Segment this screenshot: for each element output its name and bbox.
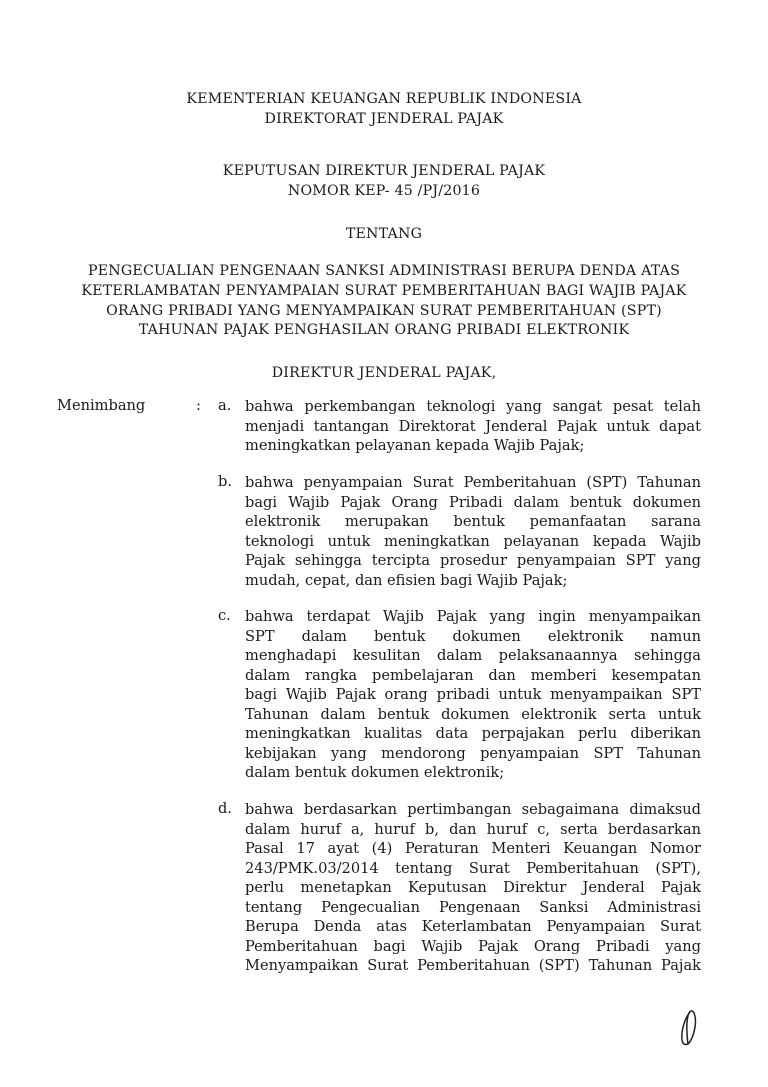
item-c-line: bagi Wajib Pajak orang pribadi untuk menyampaikan SPT <box>245 686 701 704</box>
about-heading: TENTANG <box>345 226 423 242</box>
item-d-line: tentang Pengecualian Pengenaan Sanksi Administrasi <box>245 898 701 916</box>
item-c-line: meningkatkan kualitas data perpajakan perlu diberikan <box>245 725 701 743</box>
item-letter-a: a. <box>218 397 232 414</box>
item-a-line: meningkatkan pelayanan kepada Wajib Pajak; <box>245 437 585 455</box>
subject-line-4: TAHUNAN PAJAK PENGHASILAN ORANG PRIBADI ELEKTRONIK <box>138 322 630 338</box>
item-d-line: 243/PMK.03/2014 tentang Surat Pemberitahuan (SPT), <box>245 859 701 877</box>
ministry-heading: KEMENTERIAN KEUANGAN REPUBLIK INDONESIA <box>186 91 582 107</box>
item-c <box>245 607 701 783</box>
paraf-signature <box>676 1008 702 1048</box>
item-d-line: Menyampaikan Surat Pemberitahuan (SPT) Tahunan Pajak <box>245 957 701 975</box>
item-d-line: Pemberitahuan bagi Wajib Pajak Orang Pribadi yang <box>245 937 701 955</box>
item-c-line: SPT dalam bentuk dokumen elektronik namun <box>245 627 701 645</box>
item-b-line: elektronik merupakan bentuk pemanfaatan sarana <box>245 513 701 531</box>
considering-colon: : <box>196 397 201 414</box>
item-letter-d: d. <box>218 800 232 817</box>
subject-line-2: KETERLAMBATAN PENYAMPAIAN SURAT PEMBERITAHUAN BAGI WAJIB PAJAK <box>81 283 687 299</box>
item-c-line: Tahunan dalam bentuk dokumen elektronik serta untuk <box>245 705 701 723</box>
item-b-line: Pajak sehingga tercipta prosedur penyampaian SPT yang <box>245 552 701 570</box>
item-d-line: dalam huruf a, huruf b, dan huruf c, serta berdasarkan <box>245 820 701 838</box>
item-b <box>245 473 701 590</box>
item-a-line: bahwa perkembangan teknologi yang sangat pesat telah <box>245 398 701 415</box>
item-d-line: bahwa berdasarkan pertimbangan sebagaimana dimaksud <box>245 801 701 818</box>
item-b-line: bahwa penyampaian Surat Pemberitahuan (SPT) Tahunan <box>245 474 701 491</box>
directorate-heading: DIREKTORAT JENDERAL PAJAK <box>264 111 504 127</box>
item-c-line: bahwa terdapat Wajib Pajak yang ingin menyampaikan <box>245 608 701 625</box>
item-b-line: mudah, cepat, dan efisien bagi Wajib Pajak; <box>245 571 568 589</box>
item-b-line: teknologi untuk meningkatkan pelayanan kepada Wajib <box>245 532 701 550</box>
decree-title: KEPUTUSAN DIREKTUR JENDERAL PAJAK <box>222 163 546 179</box>
item-d-line: Berupa Denda atas Keterlambatan Penyampaian Surat <box>245 918 701 936</box>
item-c-line: dalam rangka pembelajaran dan memberi kesempatan <box>245 666 701 684</box>
item-c-line: kebijakan yang mendorong penyampaian SPT Tahunan <box>245 744 701 762</box>
item-a-line: menjadi tantangan Direktorat Jenderal Pajak untuk dapat <box>245 417 701 435</box>
item-letter-b: b. <box>218 473 232 490</box>
subject-line-3: ORANG PRIBADI YANG MENYAMPAIKAN SURAT PEMBERITAHUAN (SPT) <box>106 303 662 319</box>
considering-label: Menimbang <box>57 397 146 414</box>
decree-number: NOMOR KEP- 45 /PJ/2016 <box>287 183 481 199</box>
item-a <box>245 397 701 456</box>
subject-line-1: PENGECUALIAN PENGENAAN SANKSI ADMINISTRASI BERUPA DENDA ATAS <box>87 263 680 279</box>
item-d-line: perlu menetapkan Keputusan Direktur Jenderal Pajak <box>245 879 701 897</box>
item-c-line: dalam bentuk dokumen elektronik; <box>245 764 505 782</box>
item-b-line: bagi Wajib Pajak Orang Pribadi dalam bentuk dokumen <box>245 493 701 511</box>
item-d-line: Pasal 17 ayat (4) Peraturan Menteri Keuangan Nomor <box>245 840 701 858</box>
item-letter-c: c. <box>218 607 231 624</box>
item-d <box>245 800 701 976</box>
issuer-heading: DIREKTUR JENDERAL PAJAK, <box>271 365 497 381</box>
item-c-line: menghadapi kesulitan dalam pelaksanaannya sehingga <box>245 647 701 665</box>
